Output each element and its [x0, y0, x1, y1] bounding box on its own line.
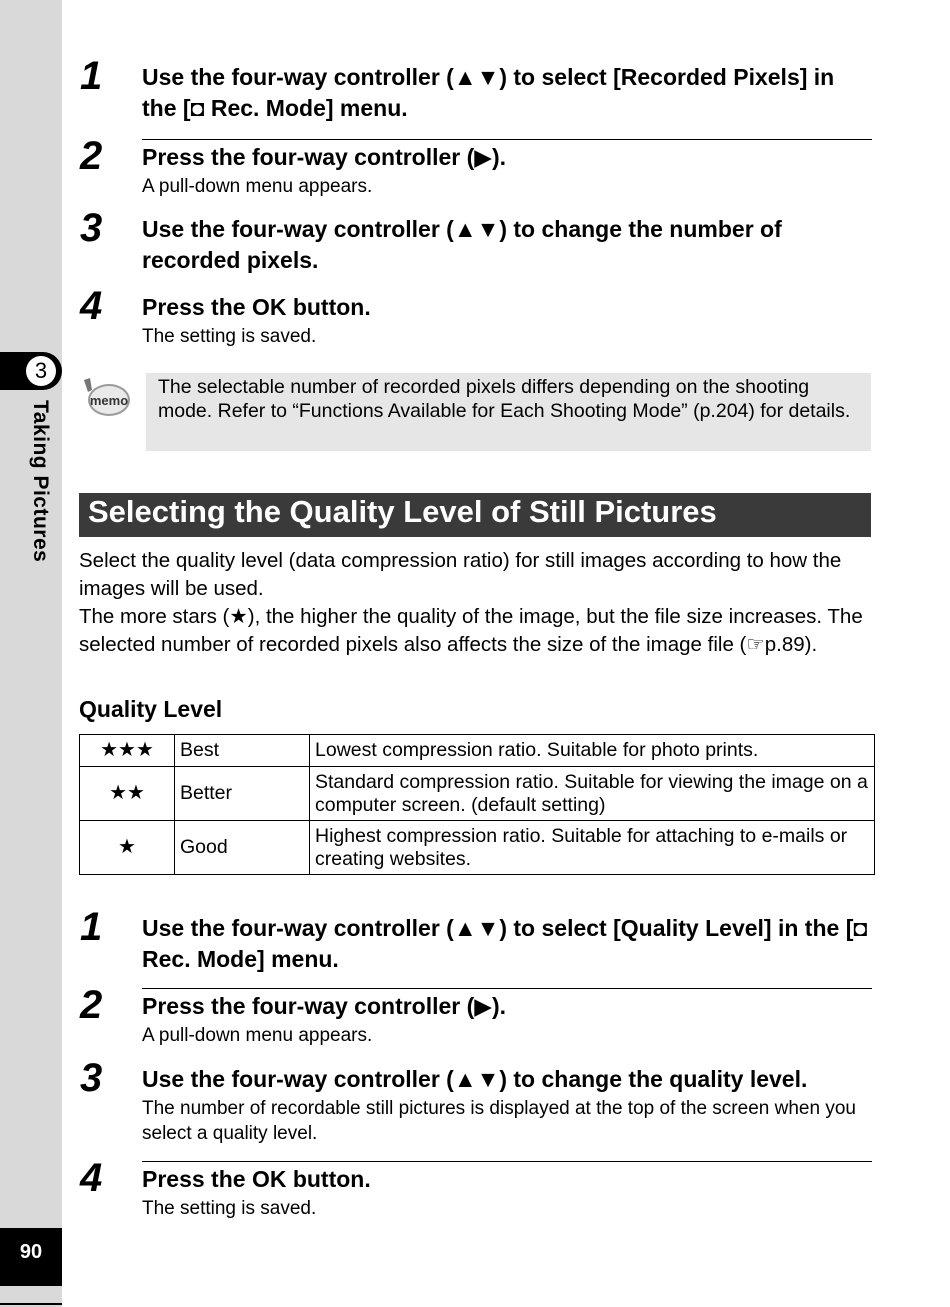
step-number: 3 [80, 1056, 103, 1100]
memo-note: The selectable number of recorded pixels differs depending on the shooting mode. Refer to “Functions Available for Each Shooting Mode” (p.204) for details. [146, 373, 871, 451]
table-row [80, 735, 875, 767]
step-title: Use the four-way controller (▲▼) to select [Quality Level] in the [◘ Rec. Mode] menu. [142, 915, 868, 972]
step-number: 1 [80, 905, 103, 949]
step-a-4 [80, 284, 875, 349]
step-b-4 [80, 1156, 875, 1221]
chapter-title: Taking Pictures [29, 400, 52, 563]
quality-stars: ★★★ [80, 735, 175, 767]
quality-description: Lowest compression ratio. Suitable for photo prints. [310, 735, 875, 767]
quality-stars: ★★ [80, 767, 175, 821]
step-title: Press the OK button. [142, 1166, 371, 1192]
step-number: 3 [80, 206, 103, 250]
step-description: The number of recordable still pictures is displayed at the top of the screen when you select a quality level. [142, 1098, 856, 1144]
intro-paragraph: Select the quality level (data compression ratio) for still images according to how the images will be used. [79, 549, 842, 600]
quality-level-subheading: Quality Level [79, 696, 223, 722]
step-b-1 [80, 905, 875, 975]
section-intro [79, 547, 879, 659]
step-a-3 [80, 206, 875, 276]
quality-level-name: Best [175, 735, 310, 767]
step-number: 2 [80, 983, 103, 1027]
quality-level-name: Better [175, 767, 310, 821]
quality-stars: ★ [80, 821, 175, 875]
chapter-number: 3 [26, 356, 56, 386]
step-description: The setting is saved. [142, 1198, 317, 1219]
step-a-1 [80, 54, 875, 124]
quality-description: Highest compression ratio. Suitable for attaching to e-mails or creating websites. [310, 821, 875, 875]
step-title: Press the four-way controller (▶). [142, 993, 507, 1019]
quality-level-name: Good [175, 821, 310, 875]
step-description: A pull-down menu appears. [142, 176, 373, 197]
chapter-sidebar [0, 0, 62, 1307]
step-b-2 [80, 983, 875, 1048]
step-number: 2 [80, 134, 103, 178]
step-divider [142, 988, 872, 989]
step-number: 4 [80, 1156, 103, 1200]
section-heading: Selecting the Quality Level of Still Pictures [79, 493, 871, 537]
quality-description: Standard compression ratio. Suitable for viewing the image on a computer screen. (default setting) [310, 767, 875, 821]
step-description: The setting is saved. [142, 326, 317, 347]
page-number-underline [0, 1303, 62, 1305]
page-number: 90 [0, 1228, 62, 1286]
step-divider [142, 139, 872, 140]
step-divider [142, 1161, 872, 1162]
step-description: A pull-down menu appears. [142, 1025, 373, 1046]
step-title: Use the four-way controller (▲▼) to change the number of recorded pixels. [142, 216, 782, 273]
step-title: Press the OK button. [142, 294, 371, 320]
memo-icon [80, 376, 132, 422]
quality-level-table [79, 734, 875, 875]
step-title: Press the four-way controller (▶). [142, 144, 507, 170]
table-row [80, 767, 875, 821]
table-row [80, 821, 875, 875]
step-b-3 [80, 1056, 875, 1146]
step-number: 4 [80, 284, 103, 328]
step-a-2 [80, 134, 875, 199]
step-title: Use the four-way controller (▲▼) to select [Recorded Pixels] in the [◘ Rec. Mode] menu. [142, 64, 835, 121]
step-number: 1 [80, 54, 103, 98]
memo-icon-label: memo [89, 393, 129, 408]
step-title: Use the four-way controller (▲▼) to change the quality level. [142, 1066, 808, 1092]
intro-paragraph: The more stars (★), the higher the quality of the image, but the file size increases. The selected number of recorded pixels also affects the size of the image file (☞p.89). [79, 605, 863, 656]
